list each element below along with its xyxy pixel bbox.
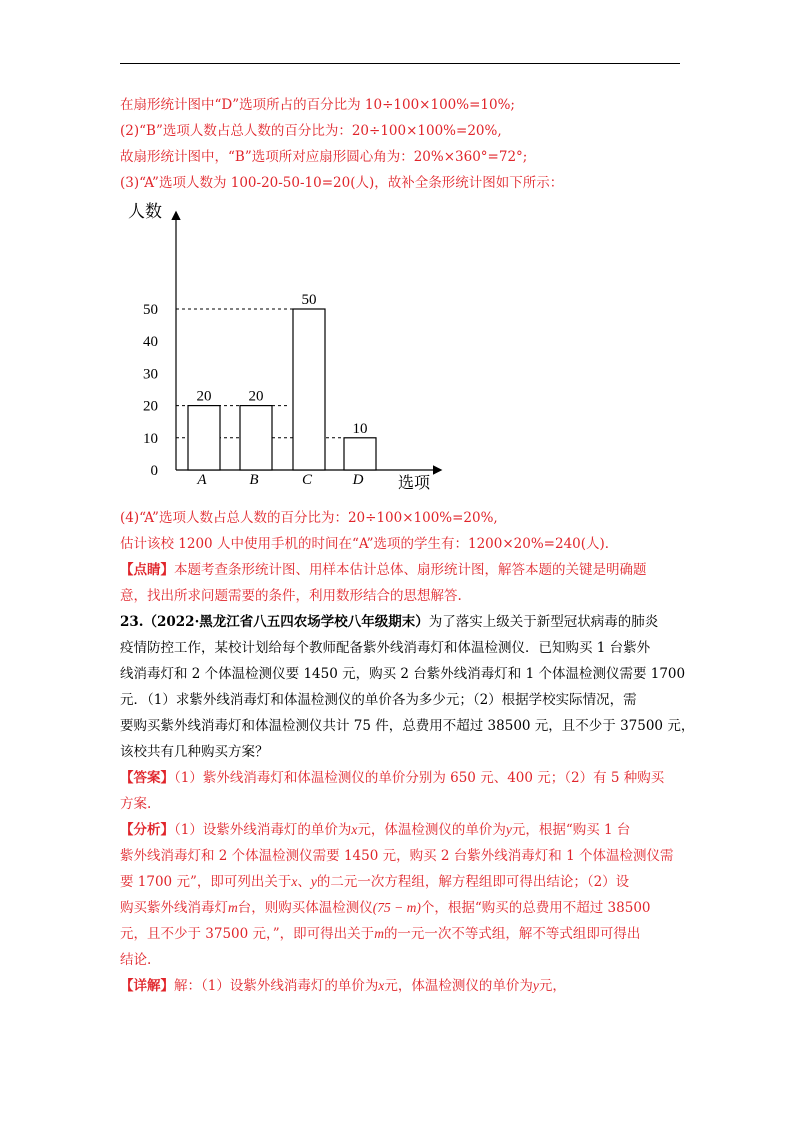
analysis-line-6: 结论. bbox=[120, 952, 152, 968]
var-m: m bbox=[374, 926, 384, 941]
solution-line-2: (2)“B”选项人数占总人数的百分比为：20÷100×100%=20%, bbox=[120, 123, 502, 139]
analysis-tag: 【分析】 bbox=[120, 822, 174, 838]
category-label: B bbox=[249, 472, 259, 488]
y-axis-label: 人数 bbox=[128, 202, 162, 221]
x-axis-label: 选项 bbox=[398, 475, 431, 492]
detail-text: 解：（1）设紫外线消毒灯的单价为 bbox=[174, 978, 379, 994]
analysis-text: 要 1700 元”，即可列出关于 bbox=[120, 874, 292, 890]
question-line-1 bbox=[120, 612, 658, 632]
question-line-4: 元．（1）求紫外线消毒灯和体温检测仪的单价各为多少元；（2）根据学校实际情况，需 bbox=[120, 692, 637, 708]
y-tick-label: 20 bbox=[143, 398, 158, 415]
data-label: 50 bbox=[301, 292, 317, 308]
bar-B bbox=[240, 406, 272, 470]
part4-line-1: (4)“A”选项人数占总人数的百分比为：20÷100×100%=20%, bbox=[120, 510, 498, 526]
question-number: 23. bbox=[120, 614, 144, 630]
detail-text: 元， bbox=[538, 978, 566, 994]
analysis-text: （1）设紫外线消毒灯的单价为 bbox=[174, 822, 352, 838]
category-label: C bbox=[301, 472, 313, 488]
analysis-line-5 bbox=[120, 924, 640, 944]
answer-tag: 【答案】 bbox=[120, 770, 174, 786]
y-tick-label: 0 bbox=[150, 463, 158, 479]
analysis-text: 的一元一次不等式组，解不等式组即可得出 bbox=[383, 926, 641, 942]
category-label: A bbox=[197, 472, 207, 488]
solution-line-4: (3)“A”选项人数为 100-20-50-10=20(人)，故补全条形统计图如下所示： bbox=[120, 175, 564, 191]
analysis-line-1 bbox=[120, 820, 630, 840]
question-line-3: 线消毒灯和 2 个体温检测仪要 1450 元，购买 2 台紫外线消毒灯和 1 个体温检测仪需要 1700 bbox=[120, 666, 686, 682]
category-label: D bbox=[352, 472, 364, 488]
y-tick-label: 50 bbox=[143, 302, 158, 318]
expression-75-minus-m: (75 − m) bbox=[372, 900, 421, 915]
comment-tag: 【点睛】 bbox=[120, 562, 174, 578]
analysis-text: 元，且不少于 37500 元，”，即可得出关于 bbox=[120, 926, 375, 942]
detail-tag: 【详解】 bbox=[120, 978, 174, 994]
bar-chart bbox=[110, 195, 470, 495]
solution-line-3: 故扇形统计图中，“B”选项所对应扇形圆心角为：20%×360°=72°; bbox=[120, 149, 528, 165]
solution-line-1: 在扇形统计图中“D”选项所占的百分比为 10÷100×100%=10%; bbox=[120, 97, 515, 113]
question-line-2: 疫情防控工作，某校计划给每个教师配备紫外线消毒灯和体温检测仪．已知购买 1 台紫外 bbox=[120, 640, 651, 656]
comment-line-1 bbox=[120, 560, 647, 580]
analysis-line-3 bbox=[120, 872, 629, 892]
comment-line-2: 意，找出所求问题需要的条件，利用数形结合的思想解答. bbox=[120, 588, 462, 604]
answer-text-1: （1）紫外线消毒灯和体温检测仪的单价分别为 650 元、400 元；（2）有 5 种购买 bbox=[174, 770, 665, 786]
question-source: （2022·黑龙江省八五四农场学校八年级期末） bbox=[143, 614, 429, 630]
analysis-text: 个，根据“购买的总费用不超过 38500 bbox=[420, 900, 651, 916]
y-tick-label: 10 bbox=[143, 430, 158, 447]
var-x: x bbox=[291, 874, 298, 889]
data-label: 20 bbox=[248, 388, 264, 405]
analysis-line-2: 紫外线消毒灯和 2 个体温检测仪需要 1450 元，购买 2 台紫外线消毒灯和 1 个体温检测仪需 bbox=[120, 848, 674, 864]
var-x: x bbox=[378, 978, 385, 993]
data-label: 20 bbox=[196, 388, 212, 405]
bar-A bbox=[188, 406, 220, 470]
header-rule bbox=[120, 63, 680, 64]
question-line-5: 要购买紫外线消毒灯和体温检测仪共计 75 件，总费用不超过 38500 元，且不少于 37500 元， bbox=[120, 718, 695, 734]
question-text-1: 为了落实上级关于新型冠状病毒的肺炎 bbox=[428, 614, 659, 630]
detail-text: 元，体温检测仪的单价为 bbox=[384, 978, 533, 994]
bar-C bbox=[293, 309, 325, 470]
bar-D bbox=[344, 438, 376, 470]
var-x: x bbox=[351, 822, 358, 837]
var-y: y bbox=[532, 978, 539, 993]
analysis-text: 元，体温检测仪的单价为 bbox=[357, 822, 506, 838]
analysis-text: 、 bbox=[297, 874, 311, 890]
data-label: 10 bbox=[352, 420, 368, 437]
analysis-text: 的二元一次方程组，解方程组即可得出结论；（2）设 bbox=[316, 874, 630, 890]
analysis-text: 元，根据“购买 1 台 bbox=[511, 822, 631, 838]
analysis-line-4 bbox=[120, 898, 651, 918]
y-tick-label: 30 bbox=[143, 366, 158, 383]
answer-line-1 bbox=[120, 768, 664, 788]
answer-line-2: 方案. bbox=[120, 796, 152, 812]
var-m: m bbox=[228, 900, 238, 915]
var-y: y bbox=[505, 822, 512, 837]
analysis-text: 台，则购买体温检测仪 bbox=[237, 900, 373, 916]
analysis-text: 购买紫外线消毒灯 bbox=[120, 900, 228, 916]
part4-line-2: 估计该校 1200 人中使用手机的时间在“A”选项的学生有：1200×20%=240(人)． bbox=[120, 536, 619, 552]
y-tick-label: 40 bbox=[143, 334, 158, 351]
question-line-6: 该校共有几种购买方案？ bbox=[120, 744, 269, 760]
var-y: y bbox=[310, 874, 317, 889]
comment-text-1: 本题考查条形统计图、用样本估计总体、扇形统计图，解答本题的关键是明确题 bbox=[174, 562, 647, 578]
detail-line-1 bbox=[120, 976, 566, 996]
